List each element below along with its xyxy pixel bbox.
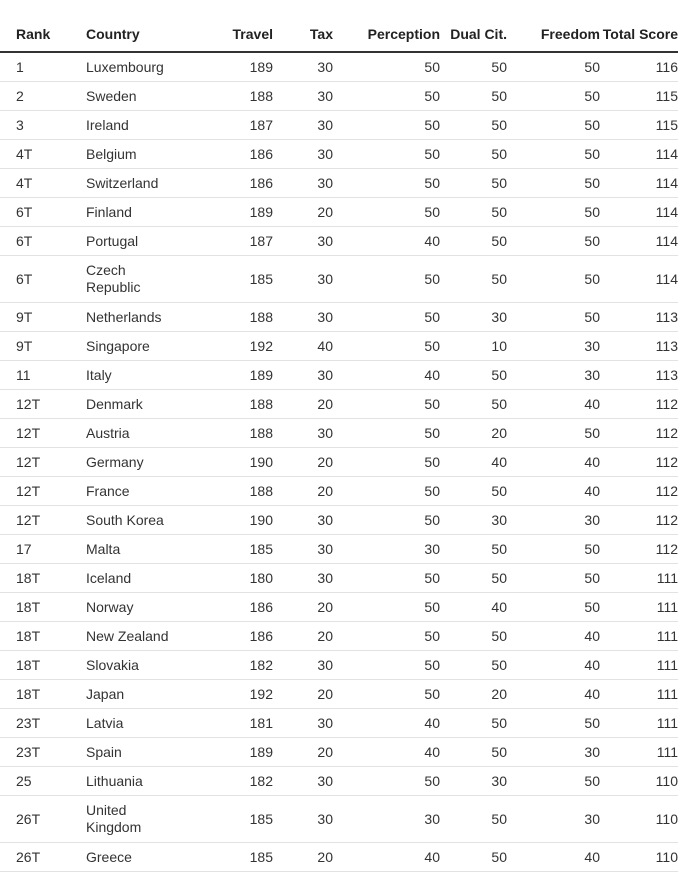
cell-perception: 40 bbox=[333, 843, 440, 872]
header-country[interactable]: Country bbox=[86, 0, 188, 52]
cell-dual-citizenship: 50 bbox=[440, 227, 507, 256]
cell-total-score: 112 bbox=[600, 448, 678, 477]
cell-freedom: 50 bbox=[507, 419, 600, 448]
header-perception[interactable]: Perception bbox=[333, 0, 440, 52]
cell-dual-citizenship: 50 bbox=[440, 738, 507, 767]
cell-dual-citizenship: 20 bbox=[440, 680, 507, 709]
country-name: Czech Republic bbox=[86, 262, 141, 295]
cell-rank: 18T bbox=[0, 593, 86, 622]
cell-tax: 20 bbox=[273, 448, 333, 477]
country-name: Sweden bbox=[86, 87, 137, 104]
cell-perception: 50 bbox=[333, 564, 440, 593]
cell-rank: 12T bbox=[0, 419, 86, 448]
cell-freedom: 30 bbox=[507, 506, 600, 535]
cell-total-score: 110 bbox=[600, 796, 678, 843]
cell-total-score: 112 bbox=[600, 419, 678, 448]
table-row bbox=[0, 419, 678, 448]
cell-total-score: 111 bbox=[600, 651, 678, 680]
table-row bbox=[0, 506, 678, 535]
country-name: Germany bbox=[86, 453, 144, 470]
cell-tax: 20 bbox=[273, 843, 333, 872]
cell-freedom: 50 bbox=[507, 140, 600, 169]
cell-total-score: 114 bbox=[600, 256, 678, 303]
cell-tax: 20 bbox=[273, 477, 333, 506]
table-row bbox=[0, 767, 678, 796]
cell-travel: 182 bbox=[188, 651, 273, 680]
cell-dual-citizenship: 30 bbox=[440, 303, 507, 332]
country-name: Belgium bbox=[86, 145, 137, 162]
cell-perception: 50 bbox=[333, 622, 440, 651]
cell-rank: 6T bbox=[0, 256, 86, 303]
country-name: Latvia bbox=[86, 714, 124, 731]
header-freedom[interactable]: Freedom bbox=[507, 0, 600, 52]
cell-freedom: 50 bbox=[507, 564, 600, 593]
cell-country bbox=[86, 198, 188, 227]
cell-freedom: 50 bbox=[507, 256, 600, 303]
table-row bbox=[0, 303, 678, 332]
cell-freedom: 50 bbox=[507, 82, 600, 111]
cell-country bbox=[86, 111, 188, 140]
cell-tax: 30 bbox=[273, 564, 333, 593]
cell-rank: 23T bbox=[0, 709, 86, 738]
cell-total-score: 111 bbox=[600, 738, 678, 767]
cell-freedom: 30 bbox=[507, 738, 600, 767]
cell-perception: 40 bbox=[333, 361, 440, 390]
cell-freedom: 40 bbox=[507, 477, 600, 506]
cell-tax: 30 bbox=[273, 506, 333, 535]
cell-total-score: 110 bbox=[600, 843, 678, 872]
cell-perception: 50 bbox=[333, 303, 440, 332]
table-row bbox=[0, 256, 678, 303]
cell-perception: 50 bbox=[333, 506, 440, 535]
cell-tax: 30 bbox=[273, 82, 333, 111]
cell-rank: 26T bbox=[0, 796, 86, 843]
table-row bbox=[0, 169, 678, 198]
cell-freedom: 50 bbox=[507, 303, 600, 332]
cell-rank: 23T bbox=[0, 738, 86, 767]
cell-travel: 186 bbox=[188, 593, 273, 622]
cell-perception: 50 bbox=[333, 390, 440, 419]
table-row bbox=[0, 593, 678, 622]
cell-dual-citizenship: 50 bbox=[440, 622, 507, 651]
cell-travel: 186 bbox=[188, 169, 273, 198]
cell-rank: 12T bbox=[0, 448, 86, 477]
cell-travel: 185 bbox=[188, 535, 273, 564]
cell-perception: 50 bbox=[333, 767, 440, 796]
cell-total-score: 113 bbox=[600, 332, 678, 361]
cell-tax: 30 bbox=[273, 535, 333, 564]
cell-perception: 50 bbox=[333, 651, 440, 680]
cell-rank: 12T bbox=[0, 390, 86, 419]
cell-country bbox=[86, 843, 188, 872]
cell-freedom: 50 bbox=[507, 169, 600, 198]
cell-freedom: 30 bbox=[507, 332, 600, 361]
cell-tax: 30 bbox=[273, 651, 333, 680]
cell-country bbox=[86, 419, 188, 448]
table-row bbox=[0, 622, 678, 651]
cell-perception: 50 bbox=[333, 169, 440, 198]
cell-travel: 187 bbox=[188, 227, 273, 256]
cell-freedom: 50 bbox=[507, 535, 600, 564]
cell-rank: 6T bbox=[0, 227, 86, 256]
cell-tax: 20 bbox=[273, 593, 333, 622]
table-row bbox=[0, 198, 678, 227]
cell-country bbox=[86, 506, 188, 535]
cell-rank: 12T bbox=[0, 477, 86, 506]
cell-tax: 30 bbox=[273, 796, 333, 843]
cell-freedom: 50 bbox=[507, 111, 600, 140]
cell-rank: 9T bbox=[0, 303, 86, 332]
cell-freedom: 40 bbox=[507, 390, 600, 419]
table-row bbox=[0, 843, 678, 872]
cell-country bbox=[86, 256, 188, 303]
table-row bbox=[0, 448, 678, 477]
country-name: Portugal bbox=[86, 232, 139, 249]
cell-tax: 30 bbox=[273, 256, 333, 303]
cell-rank: 3 bbox=[0, 111, 86, 140]
cell-total-score: 112 bbox=[600, 477, 678, 506]
cell-country bbox=[86, 361, 188, 390]
country-name: Slovakia bbox=[86, 656, 139, 673]
cell-dual-citizenship: 50 bbox=[440, 651, 507, 680]
cell-total-score: 113 bbox=[600, 303, 678, 332]
cell-perception: 30 bbox=[333, 535, 440, 564]
cell-tax: 20 bbox=[273, 622, 333, 651]
cell-perception: 50 bbox=[333, 256, 440, 303]
cell-perception: 40 bbox=[333, 709, 440, 738]
table-row bbox=[0, 651, 678, 680]
cell-country bbox=[86, 709, 188, 738]
cell-country bbox=[86, 169, 188, 198]
cell-dual-citizenship: 50 bbox=[440, 843, 507, 872]
cell-dual-citizenship: 50 bbox=[440, 709, 507, 738]
cell-travel: 187 bbox=[188, 111, 273, 140]
cell-rank: 18T bbox=[0, 680, 86, 709]
country-name: Denmark bbox=[86, 395, 143, 412]
cell-total-score: 115 bbox=[600, 82, 678, 111]
country-name: Spain bbox=[86, 743, 122, 760]
cell-freedom: 40 bbox=[507, 622, 600, 651]
cell-rank: 6T bbox=[0, 198, 86, 227]
table-row bbox=[0, 111, 678, 140]
cell-rank: 18T bbox=[0, 622, 86, 651]
cell-country bbox=[86, 535, 188, 564]
cell-country bbox=[86, 82, 188, 111]
cell-travel: 181 bbox=[188, 709, 273, 738]
cell-dual-citizenship: 50 bbox=[440, 198, 507, 227]
cell-total-score: 115 bbox=[600, 111, 678, 140]
table-row bbox=[0, 709, 678, 738]
cell-travel: 189 bbox=[188, 198, 273, 227]
cell-freedom: 40 bbox=[507, 680, 600, 709]
cell-travel: 188 bbox=[188, 303, 273, 332]
header-tax[interactable]: Tax bbox=[273, 0, 333, 52]
cell-rank: 17 bbox=[0, 535, 86, 564]
header-rank[interactable]: Rank bbox=[0, 0, 86, 52]
table-row bbox=[0, 332, 678, 361]
header-dual-citizenship[interactable]: Dual Cit. bbox=[440, 0, 507, 52]
cell-country bbox=[86, 622, 188, 651]
cell-perception: 50 bbox=[333, 448, 440, 477]
cell-rank: 26T bbox=[0, 843, 86, 872]
cell-dual-citizenship: 50 bbox=[440, 52, 507, 82]
cell-travel: 185 bbox=[188, 796, 273, 843]
cell-rank: 4T bbox=[0, 140, 86, 169]
country-name: Luxembourg bbox=[86, 58, 164, 75]
cell-total-score: 112 bbox=[600, 390, 678, 419]
cell-travel: 180 bbox=[188, 564, 273, 593]
country-name: Netherlands bbox=[86, 308, 162, 325]
cell-dual-citizenship: 10 bbox=[440, 332, 507, 361]
cell-dual-citizenship: 50 bbox=[440, 256, 507, 303]
cell-dual-citizenship: 40 bbox=[440, 448, 507, 477]
cell-rank: 4T bbox=[0, 169, 86, 198]
cell-dual-citizenship: 50 bbox=[440, 535, 507, 564]
cell-total-score: 111 bbox=[600, 622, 678, 651]
cell-dual-citizenship: 50 bbox=[440, 564, 507, 593]
country-name: United Kingdom bbox=[86, 802, 142, 835]
cell-travel: 189 bbox=[188, 52, 273, 82]
cell-perception: 50 bbox=[333, 140, 440, 169]
cell-total-score: 114 bbox=[600, 227, 678, 256]
cell-travel: 190 bbox=[188, 448, 273, 477]
cell-freedom: 40 bbox=[507, 448, 600, 477]
cell-total-score: 114 bbox=[600, 140, 678, 169]
cell-perception: 50 bbox=[333, 680, 440, 709]
cell-total-score: 112 bbox=[600, 506, 678, 535]
cell-travel: 188 bbox=[188, 419, 273, 448]
country-name: Malta bbox=[86, 540, 121, 557]
cell-tax: 30 bbox=[273, 767, 333, 796]
cell-freedom: 30 bbox=[507, 361, 600, 390]
cell-dual-citizenship: 50 bbox=[440, 390, 507, 419]
cell-tax: 30 bbox=[273, 140, 333, 169]
cell-dual-citizenship: 20 bbox=[440, 419, 507, 448]
cell-country bbox=[86, 390, 188, 419]
cell-total-score: 111 bbox=[600, 593, 678, 622]
cell-travel: 189 bbox=[188, 361, 273, 390]
cell-freedom: 50 bbox=[507, 767, 600, 796]
cell-travel: 188 bbox=[188, 390, 273, 419]
cell-total-score: 112 bbox=[600, 535, 678, 564]
header-row bbox=[0, 0, 678, 52]
cell-tax: 20 bbox=[273, 198, 333, 227]
country-name: Japan bbox=[86, 685, 125, 702]
cell-perception: 50 bbox=[333, 198, 440, 227]
cell-tax: 30 bbox=[273, 111, 333, 140]
cell-rank: 18T bbox=[0, 564, 86, 593]
cell-total-score: 111 bbox=[600, 680, 678, 709]
table-row bbox=[0, 361, 678, 390]
cell-perception: 40 bbox=[333, 738, 440, 767]
cell-tax: 20 bbox=[273, 680, 333, 709]
header-total-score[interactable]: Total Score bbox=[600, 0, 678, 52]
cell-country bbox=[86, 140, 188, 169]
country-name: South Korea bbox=[86, 511, 164, 528]
country-name: Lithuania bbox=[86, 772, 143, 789]
cell-travel: 189 bbox=[188, 738, 273, 767]
cell-travel: 185 bbox=[188, 256, 273, 303]
cell-tax: 20 bbox=[273, 738, 333, 767]
cell-perception: 50 bbox=[333, 419, 440, 448]
cell-tax: 40 bbox=[273, 332, 333, 361]
cell-country bbox=[86, 477, 188, 506]
cell-dual-citizenship: 50 bbox=[440, 169, 507, 198]
cell-perception: 30 bbox=[333, 796, 440, 843]
cell-country bbox=[86, 651, 188, 680]
country-name: Iceland bbox=[86, 569, 132, 586]
table-row bbox=[0, 227, 678, 256]
table-row bbox=[0, 535, 678, 564]
cell-travel: 190 bbox=[188, 506, 273, 535]
cell-travel: 186 bbox=[188, 140, 273, 169]
cell-perception: 50 bbox=[333, 111, 440, 140]
country-name: New Zealand bbox=[86, 627, 169, 644]
cell-freedom: 40 bbox=[507, 843, 600, 872]
cell-total-score: 116 bbox=[600, 52, 678, 82]
cell-country bbox=[86, 564, 188, 593]
cell-freedom: 50 bbox=[507, 52, 600, 82]
table-row bbox=[0, 564, 678, 593]
cell-rank: 9T bbox=[0, 332, 86, 361]
cell-travel: 186 bbox=[188, 622, 273, 651]
cell-travel: 185 bbox=[188, 843, 273, 872]
cell-country bbox=[86, 767, 188, 796]
cell-freedom: 50 bbox=[507, 227, 600, 256]
table-row bbox=[0, 140, 678, 169]
table-row bbox=[0, 796, 678, 843]
cell-dual-citizenship: 50 bbox=[440, 796, 507, 843]
table-row bbox=[0, 738, 678, 767]
cell-dual-citizenship: 30 bbox=[440, 506, 507, 535]
cell-country bbox=[86, 448, 188, 477]
cell-travel: 188 bbox=[188, 477, 273, 506]
cell-total-score: 110 bbox=[600, 767, 678, 796]
cell-travel: 192 bbox=[188, 680, 273, 709]
cell-perception: 50 bbox=[333, 593, 440, 622]
cell-total-score: 113 bbox=[600, 361, 678, 390]
table-row bbox=[0, 680, 678, 709]
country-name: Singapore bbox=[86, 337, 150, 354]
table-row bbox=[0, 477, 678, 506]
cell-country bbox=[86, 227, 188, 256]
cell-tax: 20 bbox=[273, 390, 333, 419]
table-header bbox=[0, 0, 678, 52]
cell-rank: 12T bbox=[0, 506, 86, 535]
cell-travel: 192 bbox=[188, 332, 273, 361]
cell-dual-citizenship: 50 bbox=[440, 82, 507, 111]
cell-country bbox=[86, 52, 188, 82]
cell-dual-citizenship: 50 bbox=[440, 111, 507, 140]
cell-perception: 40 bbox=[333, 227, 440, 256]
cell-rank: 18T bbox=[0, 651, 86, 680]
header-travel[interactable]: Travel bbox=[188, 0, 273, 52]
cell-tax: 30 bbox=[273, 303, 333, 332]
cell-country bbox=[86, 303, 188, 332]
country-name: Finland bbox=[86, 203, 132, 220]
cell-rank: 11 bbox=[0, 361, 86, 390]
cell-tax: 30 bbox=[273, 227, 333, 256]
cell-dual-citizenship: 40 bbox=[440, 593, 507, 622]
cell-total-score: 114 bbox=[600, 198, 678, 227]
cell-tax: 30 bbox=[273, 169, 333, 198]
country-name: Switzerland bbox=[86, 174, 159, 191]
table-row bbox=[0, 52, 678, 82]
cell-dual-citizenship: 30 bbox=[440, 767, 507, 796]
cell-freedom: 30 bbox=[507, 796, 600, 843]
cell-tax: 30 bbox=[273, 361, 333, 390]
cell-country bbox=[86, 680, 188, 709]
cell-freedom: 50 bbox=[507, 198, 600, 227]
cell-rank: 1 bbox=[0, 52, 86, 82]
country-name: Norway bbox=[86, 598, 134, 615]
cell-total-score: 114 bbox=[600, 169, 678, 198]
cell-travel: 182 bbox=[188, 767, 273, 796]
country-name: France bbox=[86, 482, 130, 499]
table-body bbox=[0, 52, 678, 872]
cell-total-score: 111 bbox=[600, 709, 678, 738]
cell-rank: 2 bbox=[0, 82, 86, 111]
cell-perception: 50 bbox=[333, 332, 440, 361]
cell-country bbox=[86, 796, 188, 843]
cell-country bbox=[86, 738, 188, 767]
cell-freedom: 50 bbox=[507, 709, 600, 738]
cell-dual-citizenship: 50 bbox=[440, 361, 507, 390]
country-name: Ireland bbox=[86, 116, 129, 133]
cell-freedom: 50 bbox=[507, 593, 600, 622]
table-row bbox=[0, 390, 678, 419]
country-name: Italy bbox=[86, 366, 112, 383]
country-name: Austria bbox=[86, 424, 130, 441]
cell-perception: 50 bbox=[333, 477, 440, 506]
cell-perception: 50 bbox=[333, 52, 440, 82]
cell-total-score: 111 bbox=[600, 564, 678, 593]
cell-rank: 25 bbox=[0, 767, 86, 796]
cell-travel: 188 bbox=[188, 82, 273, 111]
table-row bbox=[0, 82, 678, 111]
cell-dual-citizenship: 50 bbox=[440, 477, 507, 506]
cell-perception: 50 bbox=[333, 82, 440, 111]
cell-tax: 30 bbox=[273, 419, 333, 448]
cell-tax: 30 bbox=[273, 709, 333, 738]
cell-country bbox=[86, 332, 188, 361]
cell-dual-citizenship: 50 bbox=[440, 140, 507, 169]
cell-freedom: 40 bbox=[507, 651, 600, 680]
cell-tax: 30 bbox=[273, 52, 333, 82]
country-name: Greece bbox=[86, 848, 132, 865]
cell-country bbox=[86, 593, 188, 622]
